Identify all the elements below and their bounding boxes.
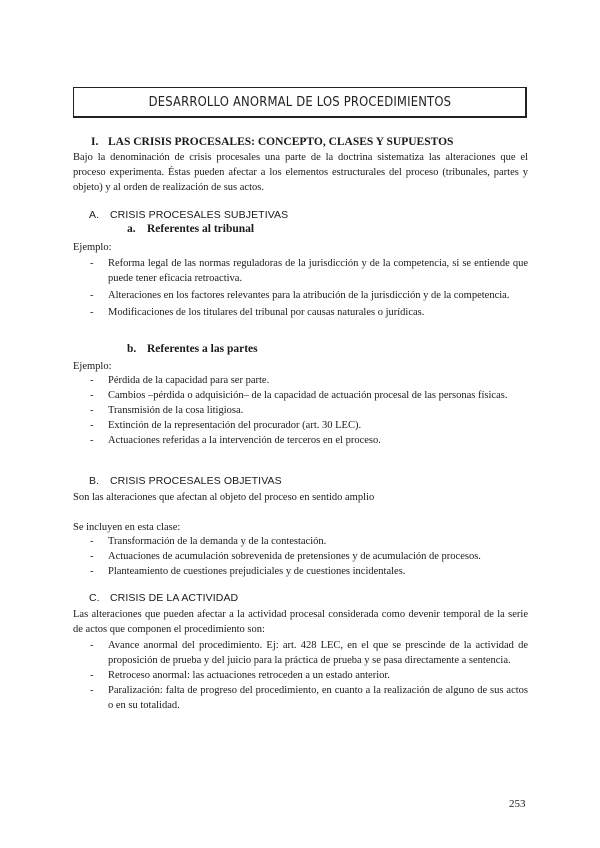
sub-a-number: a. [127, 223, 136, 235]
section-c-list-block [73, 638, 528, 713]
section-i-number: I. [91, 136, 99, 148]
sub-b-example-label: Ejemplo: [73, 361, 112, 372]
list-item: - Modificaciones de los titulares del tribunal por causas naturales o jurídicas. [73, 305, 528, 320]
section-b-intro-block [73, 490, 528, 505]
section-i-intro: Bajo la denominación de crisis procesales una parte de la doctrina sistematiza las alteraciones que el proceso experimenta. Éstas pueden afectar a los elementos estructurales del proceso (tribunales, partes y objeto) y al orden de realización de sus actos. [73, 152, 528, 194]
section-i-intro-block [73, 150, 528, 196]
section-i-title: LAS CRISIS PROCESALES: CONCEPTO, CLASES Y SUPUESTOS [108, 136, 454, 148]
page-number: 253 [509, 798, 526, 810]
sub-a-heading [73, 223, 528, 235]
section-c-title: CRISIS DE LA ACTIVIDAD [110, 592, 239, 604]
list-item: - Avance anormal del procedimiento. Ej: art. 428 LEC, en el que se prescinde de la actividad de proposición de prueba y del juicio para la práctica de prueba y se pasa directamente a sentencia. [73, 638, 528, 668]
section-b-list [73, 534, 528, 579]
sub-a-list-block [73, 256, 528, 320]
list-item: - Alteraciones en los factores relevantes para la atribución de la jurisdicción y de la competencia. [73, 288, 528, 303]
section-b-include-block [73, 520, 528, 535]
sub-a-example-block [73, 240, 528, 255]
section-c-heading [73, 592, 528, 604]
page-title: DESARROLLO ANORMAL DE LOS PROCEDIMIENTOS [148, 94, 451, 110]
section-c-list [73, 638, 528, 713]
list-item: - Transformación de la demanda y de la contestación. [73, 534, 528, 549]
title-box [73, 87, 527, 118]
sub-b-title: Referentes a las partes [147, 343, 258, 355]
sub-b-list-block [73, 373, 528, 448]
section-c-intro: Las alteraciones que pueden afectar a la actividad procesal considerada como devenir temporal de la serie de actos que componen el procedimiento son: [73, 609, 528, 636]
section-c-number: C. [89, 592, 100, 604]
section-b-list-block [73, 534, 528, 579]
sub-b-example-block [73, 359, 528, 374]
section-b-include-label: Se incluyen en esta clase: [73, 522, 181, 533]
section-b-number: B. [89, 475, 100, 487]
list-item: - Cambios –pérdida o adquisición– de la capacidad de actuación procesal de las personas físicas. [73, 388, 528, 403]
section-i-heading [73, 136, 528, 148]
list-item: - Extinción de la representación del procurador (art. 30 LEC). [73, 418, 528, 433]
section-a-title: CRISIS PROCESALES SUBJETIVAS [110, 209, 289, 221]
list-item: - Transmisión de la cosa litigiosa. [73, 403, 528, 418]
list-item: - Reforma legal de las normas reguladoras de la jurisdicción y de la competencia, si se entiende que puede tener eficacia retroactiva. [73, 256, 528, 286]
section-a-number: A. [89, 209, 100, 221]
sub-a-example-label: Ejemplo: [73, 242, 112, 253]
section-b-title: CRISIS PROCESALES OBJETIVAS [110, 475, 282, 487]
list-item: - Pérdida de la capacidad para ser parte. [73, 373, 528, 388]
sub-b-heading [73, 343, 528, 355]
sub-a-list [73, 256, 528, 320]
section-c-intro-block [73, 607, 528, 637]
list-item: - Planteamiento de cuestiones prejudiciales y de cuestiones incidentales. [73, 564, 528, 579]
sub-b-list [73, 373, 528, 448]
list-item: - Actuaciones referidas a la intervención de terceros en el proceso. [73, 433, 528, 448]
section-b-heading [73, 475, 528, 487]
section-a-heading [73, 209, 528, 221]
sub-a-title: Referentes al tribunal [147, 223, 255, 235]
list-item: - Paralización: falta de progreso del procedimiento, en cuanto a la realización de alguno de sus actos o en su totalidad. [73, 683, 528, 713]
list-item: - Retroceso anormal: las actuaciones retroceden a un estado anterior. [73, 668, 528, 683]
sub-b-number: b. [127, 343, 137, 355]
section-b-intro: Son las alteraciones que afectan al objeto del proceso en sentido amplio [73, 492, 375, 503]
list-item: - Actuaciones de acumulación sobrevenida de pretensiones y de acumulación de procesos. [73, 549, 528, 564]
